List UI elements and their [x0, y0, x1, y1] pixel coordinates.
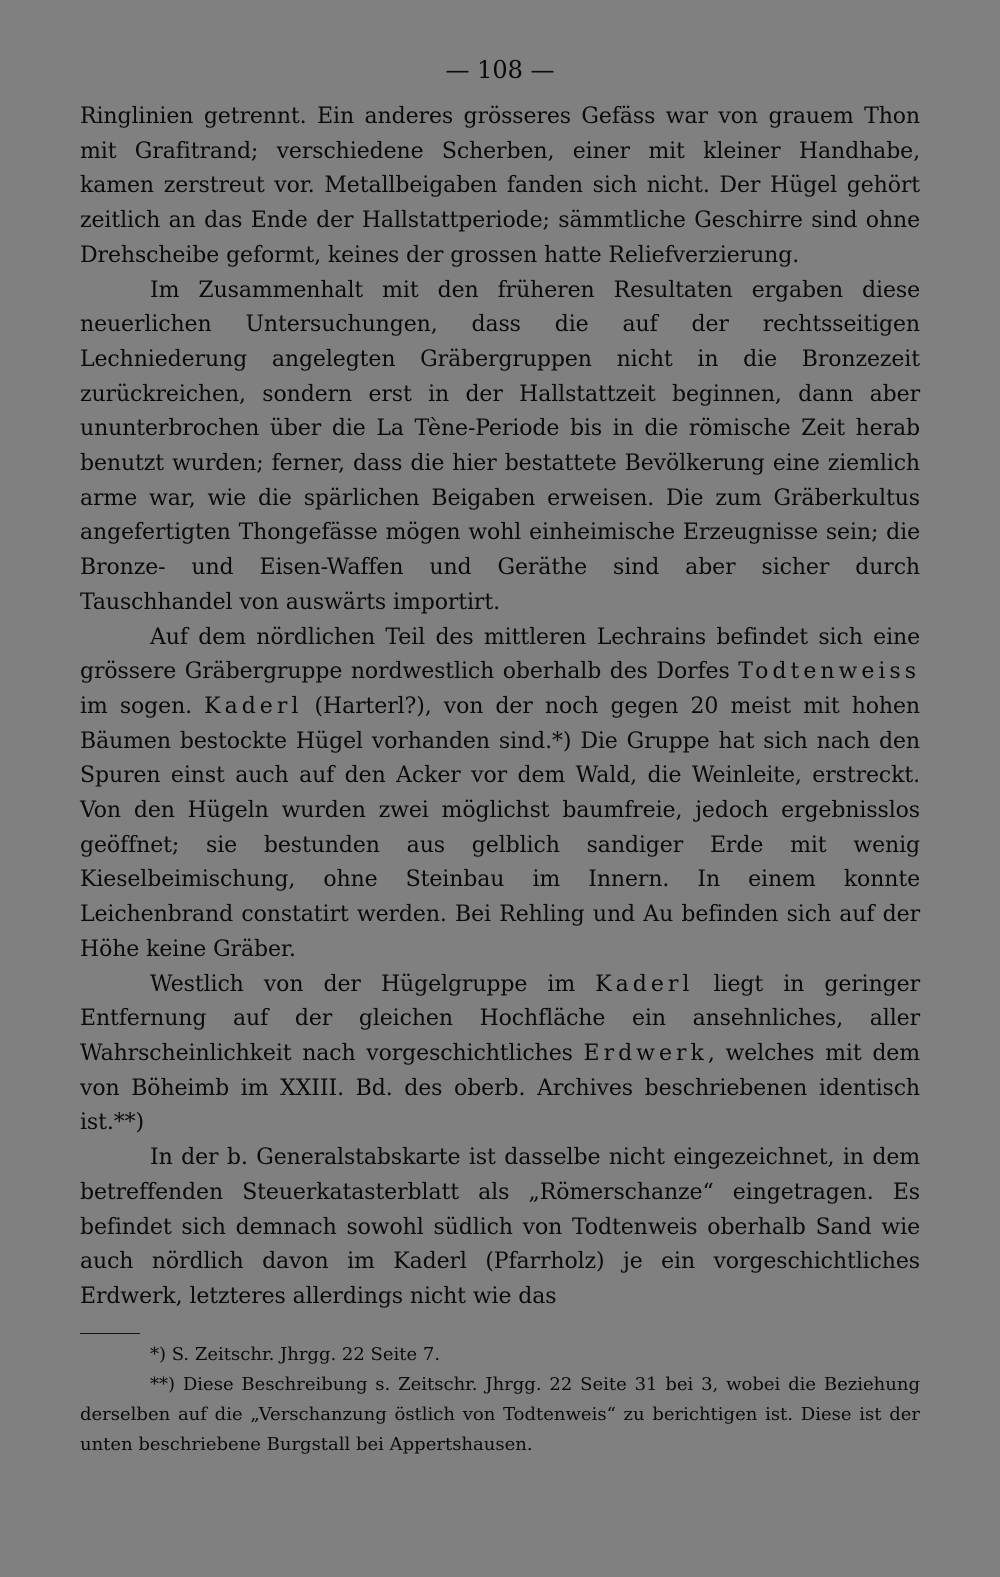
page-number: — 108 —	[445, 56, 555, 84]
spaced-term: Erdwerk	[583, 1040, 708, 1066]
text-segment: , welches mit dem von Böheimb im XXIII. Bd. des oberb. Archives beschriebenen identisch ist.**)	[80, 1040, 920, 1136]
footnote: *) S. Zeitschr. Jhrgg. 22 Seite 7.	[150, 1343, 441, 1365]
spaced-place-name: Todtenweiss	[738, 659, 920, 685]
text-segment: liegt in geringer Entfernung auf der gleichen Hochfläche ein ansehnliches, aller Wahrscheinlichkeit nach vorgeschichtliches	[80, 971, 920, 1066]
footnotes	[80, 1340, 920, 1460]
paragraph	[80, 1141, 920, 1315]
paragraph	[80, 100, 920, 274]
text-segment: Auf dem nördlichen Teil des mittleren Lechrains befindet sich eine grössere Gräbergruppe nordwestlich oberhalb des Dorfes	[80, 624, 920, 685]
footnote-rule	[80, 1333, 140, 1334]
paragraph	[80, 968, 920, 1142]
text-segment: Im Zusammenhalt mit den früheren Resultaten ergaben diese neuerlichen Untersuchungen, dass die auf der rechtsseitigen Lechniederung angelegten Gräbergruppen nicht in die Bronzezeit zurückreichen, sondern erst in der Hallstattzeit beginnen, dann aber ununterbrochen über die La Tène-Periode bis in die römische Zeit herab benutzt wurden; ferner, dass die hier bestattete Bevölkerung eine ziemlich arme war, wie die spärlichen Beigaben erweisen. Die zum Gräberkultus angefertigten Thongefässe mögen wohl einheimische Erzeugnisse sein; die Bronze- und Eisen-Waffen und Geräthe sind aber sicher durch Tauschhandel von auswärts importirt.	[80, 277, 920, 615]
text-segment: In der b. Generalstabskarte ist dasselbe nicht eingezeichnet, in dem betreffenden Steuerkatasterblatt als „Römerschanze“ eingetragen. Es befindet sich demnach sowohl südlich von Todtenweis oberhalb Sand wie auch nördlich davon im Kaderl (Pfarrholz) je ein vorgeschichtliches Erdwerk, letzteres allerdings nicht wie das	[80, 1145, 920, 1309]
body-text	[80, 100, 920, 1315]
text-segment: im sogen.	[80, 693, 205, 719]
text-segment: (Harterl?), von der noch gegen 20 meist mit hohen Bäumen bestockte Hügel vorhanden sind.*) Die Gruppe hat sich nach den Spuren einst auch auf den Acker vor dem Wald, die Weinleite, erstreckt. Von den Hügeln wurden zwei möglichst baumfreie, jedoch ergebnisslos geöffnet; sie bestunden aus gelblich sandiger Erde mit wenig Kieselbeimischung, ohne Steinbau im Innern. In einem konnte Leichenbrand constatirt werden. Bei Rehling und Au befinden sich auf der Höhe keine Gräber.	[80, 693, 920, 962]
footnote: **) Diese Beschreibung s. Zeitschr. Jhrgg. 22 Seite 31 bei 3, wobei die Beziehung derselben auf die „Verschanzung östlich von Todtenweis“ zu berichtigen ist. Diese ist der unten beschriebene Burgstall bei Appertshausen.	[80, 1373, 920, 1455]
text-segment: Westlich von der Hügelgruppe im	[150, 971, 596, 997]
text-segment: Ringlinien getrennt. Ein anderes grösseres Gefäss war von grauem Thon mit Grafitrand; verschiedene Scherben, einer mit kleiner Handhabe, kamen zerstreut vor. Metallbeigaben fanden sich nicht. Der Hügel gehört zeitlich an das Ende der Hallstattperiode; sämmtliche Geschirre sind ohne Drehscheibe geformt, keines der grossen hatte Reliefverzierung.	[80, 104, 920, 268]
paragraph	[80, 274, 920, 621]
spaced-place-name: Kaderl	[204, 693, 303, 719]
spaced-place-name: Kaderl	[595, 971, 694, 997]
paragraph	[80, 621, 920, 968]
